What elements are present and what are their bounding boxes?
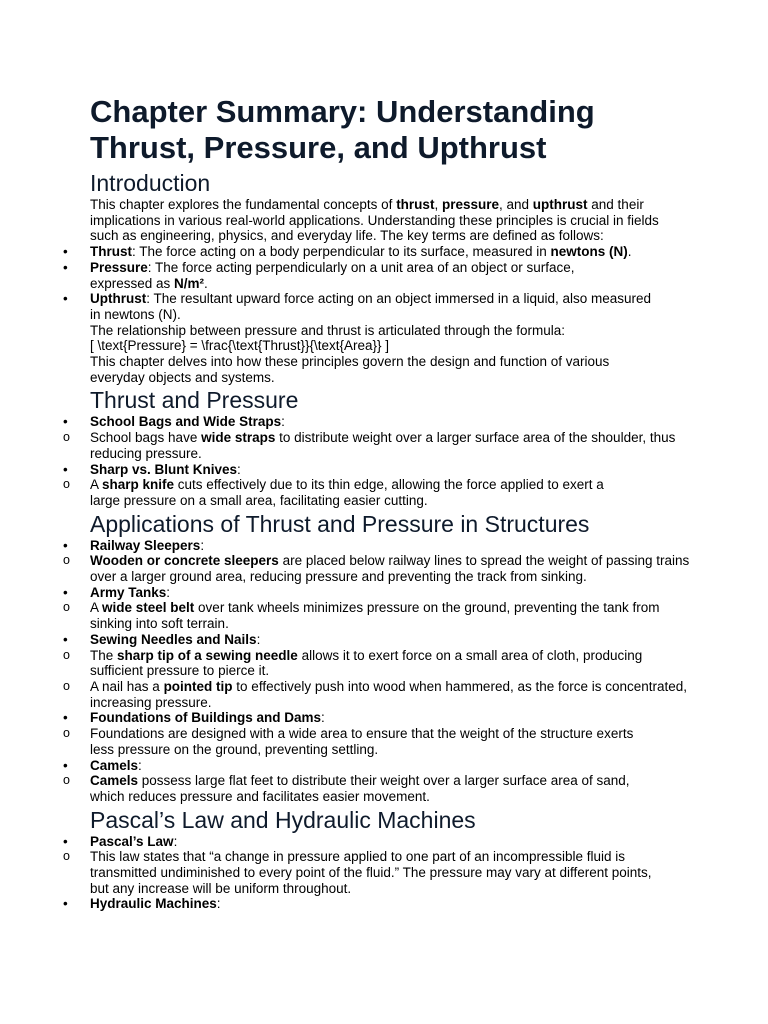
bullet-marker: • <box>63 631 68 647</box>
bullet-marker: • <box>63 244 68 260</box>
sub-item-sewing: o The sharp tip of a sewing needle allows it to exert force on a small area of cloth, producing sufficient pressure to pierce it. <box>63 647 643 679</box>
sub-item-pascal-law: o This law states that “a change in pressure applied to one part of an incompressible fluid is transmitted undiminished to every point of the fluid.” The pressure may vary at different points, but any increase will be uniform throughout. <box>63 849 652 896</box>
bullet-marker: • <box>63 259 68 275</box>
sub-bullet-marker: o <box>63 678 70 693</box>
bullet-marker: • <box>63 537 68 553</box>
sub-item-knives: o A sharp knife cuts effectively due to its thin edge, allowing the force applied to exert a large pressure on a small area, facilitating easier cutting. <box>63 477 604 508</box>
document-content <box>63 94 690 912</box>
bullet-marker: • <box>63 461 68 477</box>
sub-item-tanks: o A wide steel belt over tank wheels minimizes pressure on the ground, preventing the tank from sinking into soft terrain. <box>63 600 660 632</box>
list-item-camels: • Camels: <box>63 757 142 773</box>
bullet-marker: • <box>63 757 68 773</box>
page-title: Chapter Summary: Understanding Thrust, Pressure, and Upthrust <box>90 94 595 165</box>
sub-bullet-marker: o <box>63 477 70 492</box>
list-item-knives: • Sharp vs. Blunt Knives: <box>63 461 241 477</box>
sub-item-camels: o Camels possess large flat feet to distribute their weight over a larger surface area of sand, which reduces pressure and facilitates easier movement. <box>63 773 630 804</box>
sub-bullet-marker: o <box>63 553 70 568</box>
section-heading-thrust-pressure: Thrust and Pressure <box>90 387 299 414</box>
list-item-school-bags: • School Bags and Wide Straps: <box>63 414 285 430</box>
section-heading-introduction: Introduction <box>90 170 211 196</box>
bullet-marker: • <box>63 833 68 849</box>
sub-item-school-bags: o School bags have wide straps to distribute weight over a larger surface area of the shoulder, thus reducing pressure. <box>63 430 676 461</box>
sub-bullet-marker: o <box>63 600 70 615</box>
list-item-sewing: • Sewing Needles and Nails: <box>63 631 261 647</box>
formula-text: [ \text{Pressure} = \frac{\text{Thrust}}{\text{Area}} ] <box>90 338 390 354</box>
sub-item-foundations: o Foundations are designed with a wide area to ensure that the weight of the structure exerts less pressure on the ground, preventing settling. <box>63 726 634 757</box>
relation-text: The relationship between pressure and thrust is articulated through the formula: <box>90 322 566 338</box>
bullet-marker: • <box>63 896 68 912</box>
bullet-marker: • <box>63 291 68 307</box>
section-heading-applications: Applications of Thrust and Pressure in Structures <box>90 510 590 537</box>
bullet-marker: • <box>63 584 68 600</box>
sub-bullet-marker: o <box>63 849 70 864</box>
sub-item-railway: o Wooden or concrete sleepers are placed below railway lines to spread the weight of passing trains over a larger ground area, reducing pressure and preventing the track from sinking. <box>63 553 690 585</box>
list-item-pressure: • Pressure: The force acting perpendicularly on a unit area of an object or surface, expressed as N/m². <box>63 259 575 291</box>
list-item-upthrust: • Upthrust: The resultant upward force acting on an object immersed in a liquid, also measured in newtons (N). <box>63 291 652 322</box>
sub-bullet-marker: o <box>63 726 70 741</box>
sub-bullet-marker: o <box>63 647 70 662</box>
list-item-pascal-law: • Pascal’s Law: <box>63 833 178 849</box>
delves-text: This chapter delves into how these principles govern the design and function of various everyday objects and systems. <box>90 354 610 385</box>
intro-paragraph: This chapter explores the fundamental concepts of thrust, pressure, and upthrust and their implications in various real-world applications. Understanding these principles is crucial in fields such as engineering, physics, and everyday life. The key terms are defined as follows: <box>90 197 659 244</box>
list-item-hydraulic: • Hydraulic Machines: <box>63 896 221 912</box>
list-item-foundations: • Foundations of Buildings and Dams: <box>63 710 325 726</box>
sub-bullet-marker: o <box>63 430 70 445</box>
sub-bullet-marker: o <box>63 773 70 788</box>
list-item-thrust: • Thrust: The force acting on a body perpendicular to its surface, measured in newtons (N). <box>63 244 632 260</box>
bullet-marker: • <box>63 710 68 726</box>
sub-item-nail: o A nail has a pointed tip to effectively push into wood when hammered, as the force is concentrated, increasing pressure. <box>63 678 688 710</box>
section-heading-pascal: Pascal’s Law and Hydraulic Machines <box>90 806 476 833</box>
list-item-railway: • Railway Sleepers: <box>63 537 205 553</box>
bullet-marker: • <box>63 414 68 430</box>
list-item-tanks: • Army Tanks: <box>63 584 171 600</box>
